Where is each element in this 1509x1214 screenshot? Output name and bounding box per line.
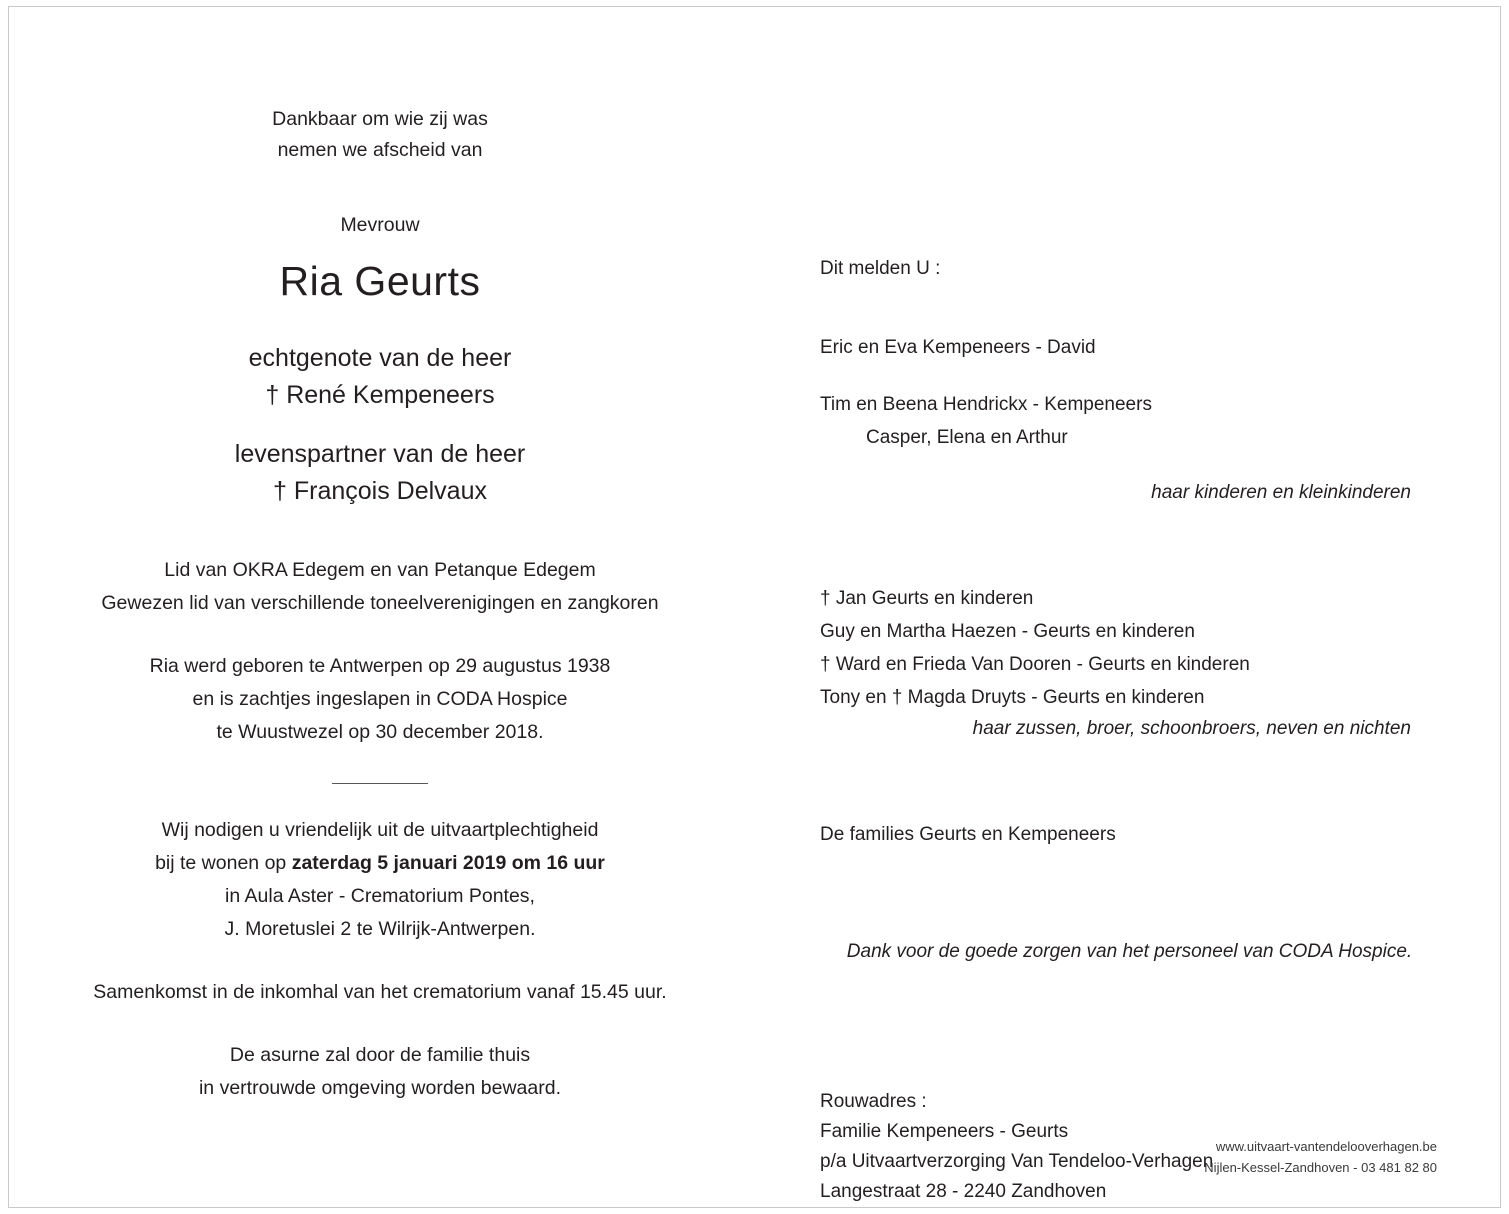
mourning-address-line: Familie Kempeneers - Geurts bbox=[820, 1121, 1069, 1142]
sibling-row: Tony en † Magda Druyts - Geurts en kinderen bbox=[820, 687, 1205, 708]
siblings-caption: haar zussen, broer, schoonbroers, neven en nichten bbox=[972, 718, 1411, 739]
divider bbox=[332, 783, 428, 784]
urn-line-2: in vertrouwde omgeving worden bewaard. bbox=[198, 1077, 562, 1099]
spacer bbox=[60, 310, 700, 340]
spacer bbox=[820, 967, 1439, 1053]
deceased-name: Ria Geurts bbox=[279, 258, 481, 304]
invite-line-2 bbox=[60, 847, 700, 880]
sibling-row: † Jan Geurts en kinderen bbox=[820, 588, 1034, 609]
spacer bbox=[60, 620, 700, 650]
salutation: Mevrouw bbox=[340, 214, 420, 236]
invite-line-4: J. Moretuslei 2 te Wilrijk-Antwerpen. bbox=[224, 918, 536, 940]
spacer bbox=[820, 364, 1439, 388]
bio-line-1: Ria werd geboren te Antwerpen op 29 augustus 1938 bbox=[149, 655, 611, 677]
children-caption: haar kinderen en kleinkinderen bbox=[1151, 482, 1411, 503]
spacer bbox=[60, 1009, 700, 1039]
spouse-label: echtgenote van de heer bbox=[248, 344, 512, 372]
spacer bbox=[60, 166, 700, 210]
membership-line-2: Gewezen lid van verschillende toneelverenigingen en zangkoren bbox=[101, 592, 659, 614]
sibling-row: Guy en Martha Haezen - Geurts en kinderen bbox=[820, 621, 1195, 642]
bio-line-3: te Wuustwezel op 30 december 2018. bbox=[216, 721, 544, 743]
partner-name: † François Delvaux bbox=[273, 477, 487, 505]
membership-line-1: Lid van OKRA Edegem en van Petanque Edegem bbox=[164, 559, 596, 581]
families-row: De families Geurts en Kempeneers bbox=[820, 824, 1116, 845]
intro-line-2: nemen we afscheid van bbox=[277, 139, 483, 161]
gathering-info: Samenkomst in de inkomhal van het crematorium vanaf 15.45 uur. bbox=[93, 981, 667, 1003]
footer-contact: Nijlen-Kessel-Zandhoven - 03 481 82 80 bbox=[1204, 1160, 1437, 1175]
invite-line-1: Wij nodigen u vriendelijk uit de uitvaartplechtigheid bbox=[161, 819, 599, 841]
thanks-note: Dank voor de goede zorgen van het personeel van CODA Hospice. bbox=[846, 941, 1413, 962]
footer-website[interactable]: www.uitvaart-vantendelooverhagen.be bbox=[1215, 1139, 1437, 1154]
child-row: Eric en Eva Kempeneers - David bbox=[820, 337, 1096, 358]
spacer bbox=[820, 283, 1439, 331]
spacer bbox=[820, 508, 1439, 582]
bio-line-2: en is zachtjes ingeslapen in CODA Hospice bbox=[192, 688, 568, 710]
spacer bbox=[60, 510, 700, 554]
ceremony-datetime: zaterdag 5 januari 2019 om 16 uur bbox=[291, 852, 605, 874]
spacer bbox=[60, 946, 700, 976]
spouse-name: † René Kempeneers bbox=[265, 381, 495, 409]
spacer bbox=[60, 240, 700, 252]
announcement-header: Dit melden U : bbox=[820, 258, 941, 279]
spacer bbox=[820, 454, 1439, 478]
partner-label: levenspartner van de heer bbox=[234, 440, 526, 468]
sibling-row: † Ward en Frieda Van Dooren - Geurts en kinderen bbox=[820, 654, 1250, 675]
child-row: Tim en Beena Hendrickx - Kempeneers bbox=[820, 394, 1152, 415]
grandchildren-row: Casper, Elena en Arthur bbox=[866, 427, 1068, 448]
invite-line-3: in Aula Aster - Crematorium Pontes, bbox=[225, 885, 535, 907]
intro-line-1: Dankbaar om wie zij was bbox=[272, 108, 488, 130]
spacer bbox=[820, 744, 1439, 818]
urn-line-1: De asurne zal door de familie thuis bbox=[229, 1044, 531, 1066]
spacer bbox=[60, 414, 700, 436]
mourning-address-header: Rouwadres : bbox=[820, 1091, 927, 1112]
mourning-address-line: Langestraat 28 - 2240 Zandhoven bbox=[820, 1181, 1107, 1202]
invite-prefix: bij te wonen op bbox=[155, 852, 292, 874]
spacer bbox=[820, 851, 1439, 937]
spacer bbox=[820, 1053, 1439, 1087]
mourning-address-line: p/a Uitvaartverzorging Van Tendeloo-Verhagen bbox=[820, 1151, 1214, 1172]
footer bbox=[1204, 1136, 1437, 1178]
right-column bbox=[760, 0, 1509, 1214]
